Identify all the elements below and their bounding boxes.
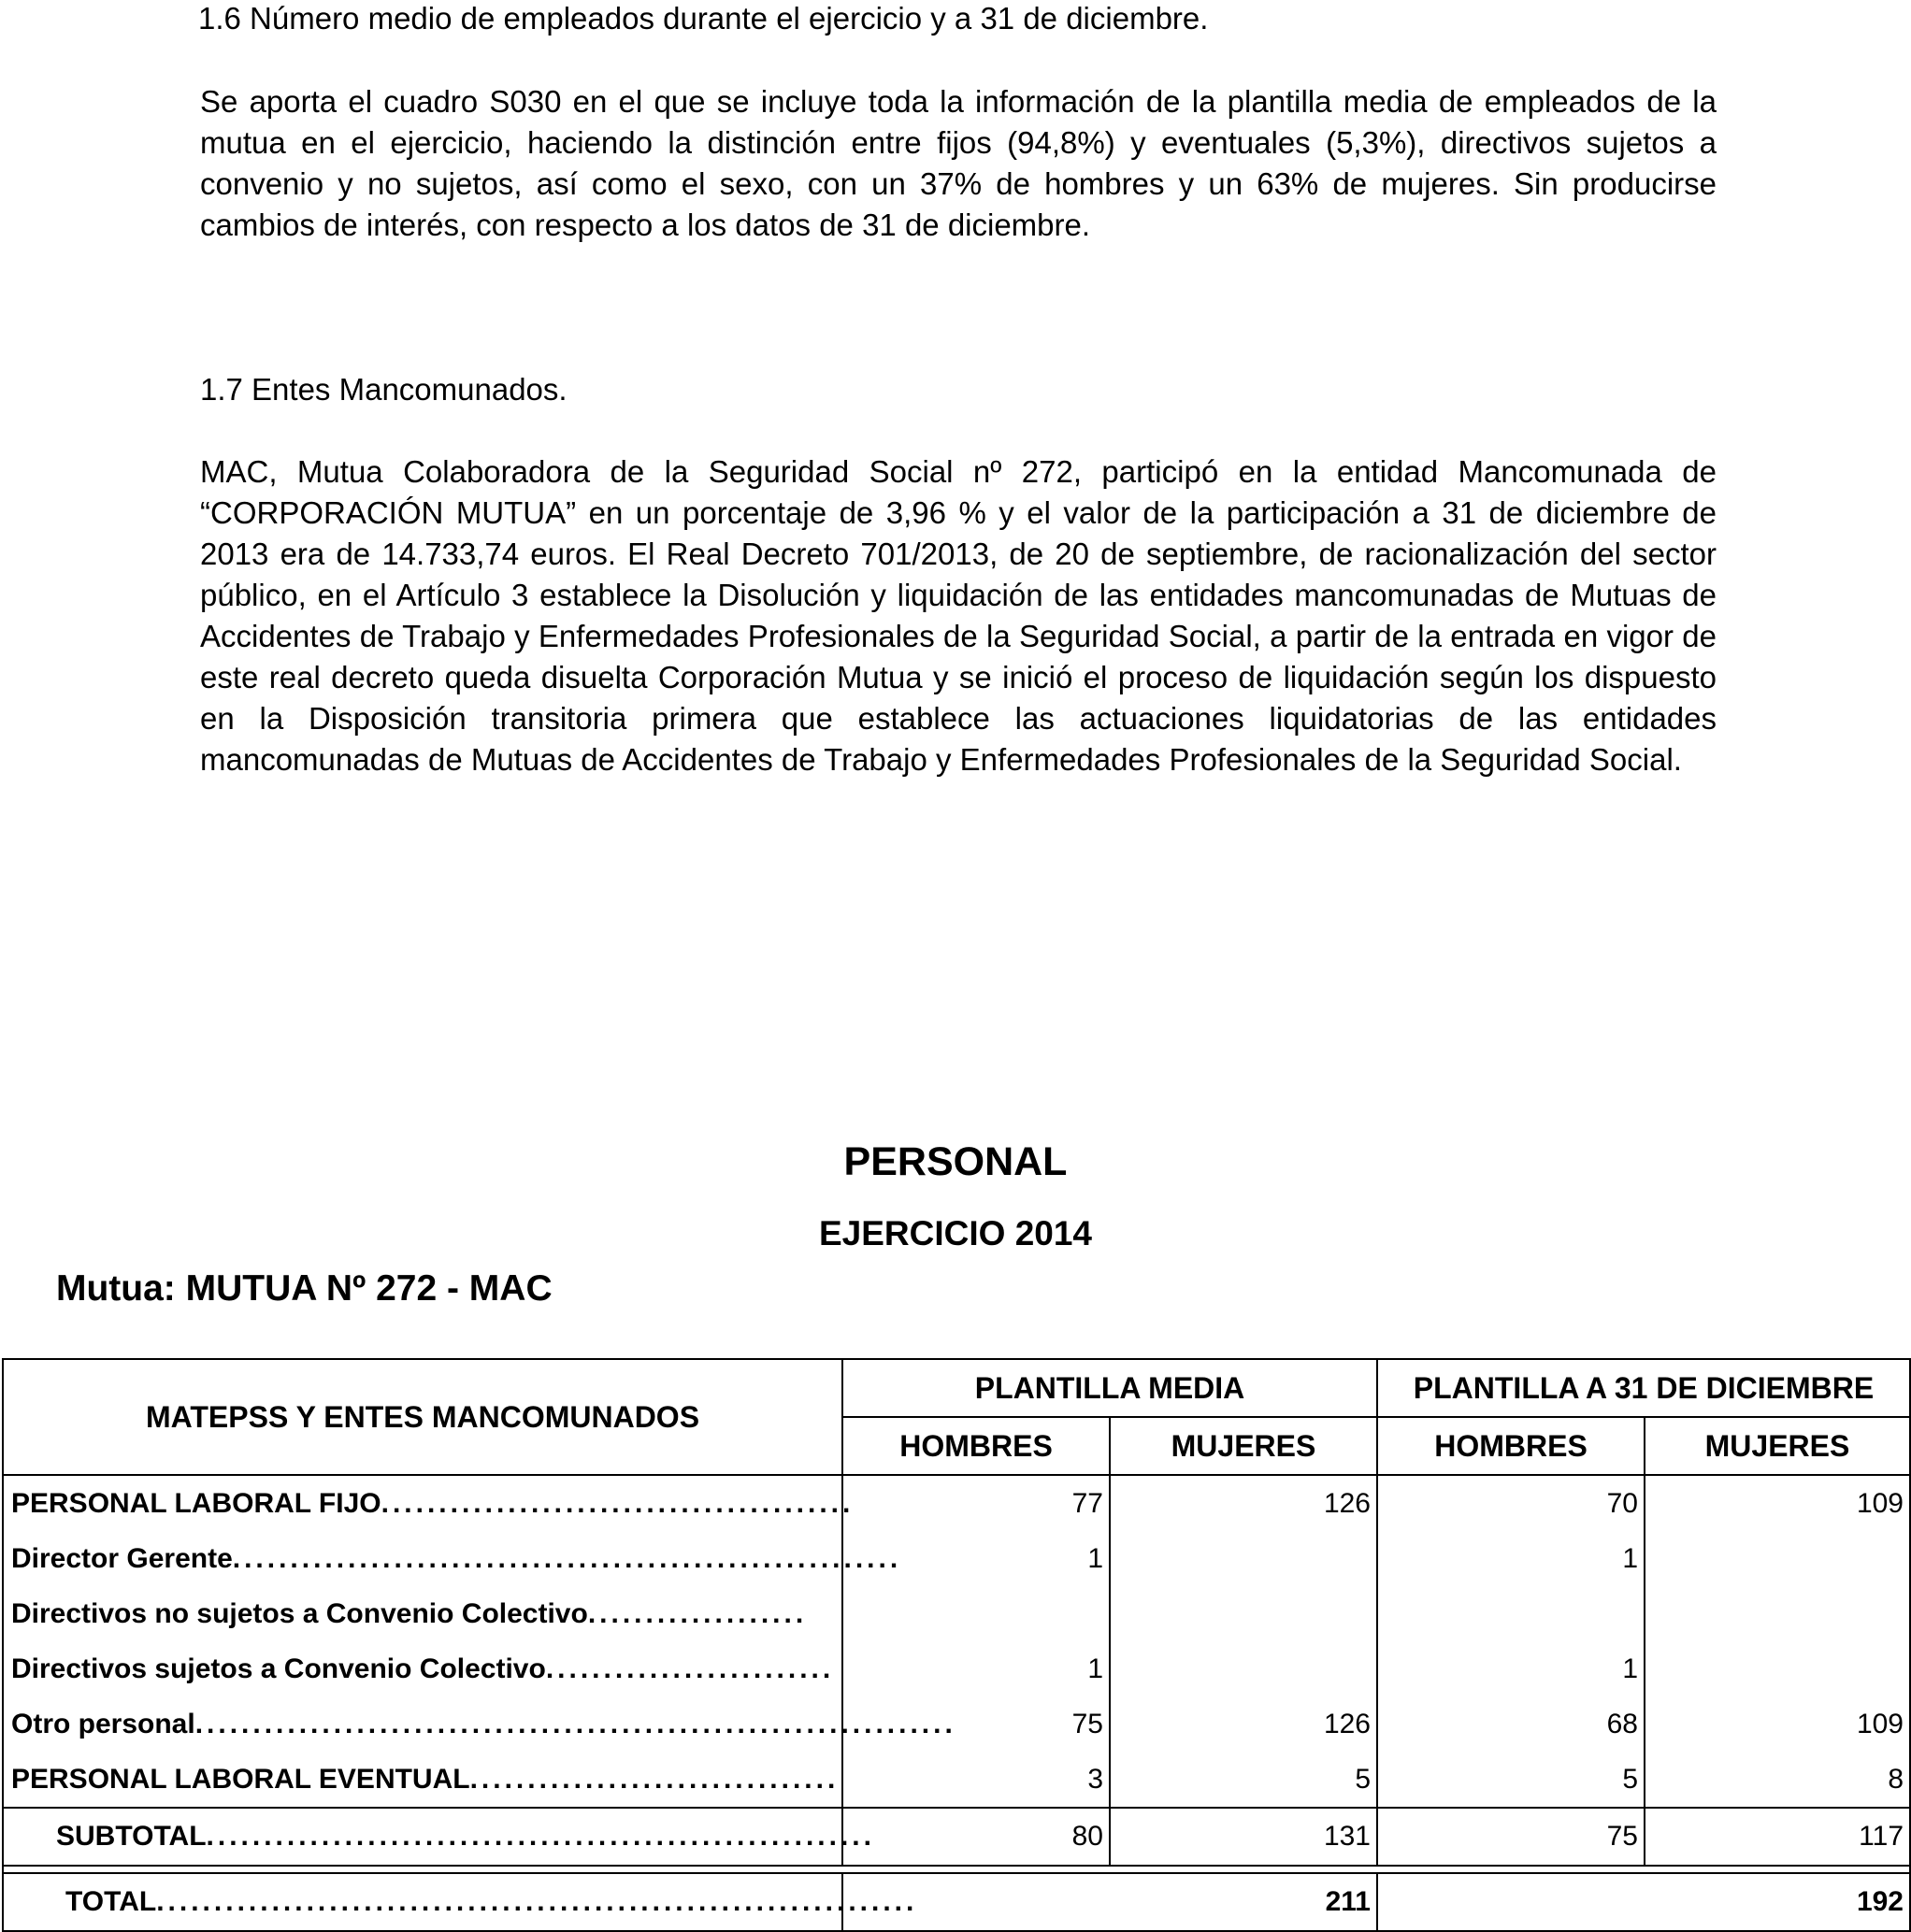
cell-pd-hombres: 68	[1377, 1696, 1645, 1752]
cell-pm-mujeres	[1110, 1586, 1377, 1641]
row-label: Directivos no sujetos a Convenio Colectivo...................	[3, 1586, 842, 1641]
cell-pm-hombres: 1	[842, 1641, 1110, 1696]
cell-pd-mujeres	[1645, 1586, 1910, 1641]
section-1-7-heading: 1.7 Entes Mancomunados.	[200, 372, 568, 407]
header-plantilla-diciembre: PLANTILLA A 31 DE DICIEMBRE	[1377, 1359, 1910, 1417]
cell-pm-mujeres	[1110, 1531, 1377, 1586]
subtotal-row	[3, 1808, 1910, 1866]
table-row	[3, 1696, 1910, 1752]
cell-pd-hombres: 1	[1377, 1531, 1645, 1586]
subtotal-pd-hombres: 75	[1377, 1808, 1645, 1866]
row-label: PERSONAL LABORAL EVENTUAL................................	[3, 1752, 842, 1808]
row-label: Otro personal..................................................................	[3, 1696, 842, 1752]
cell-pm-mujeres: 126	[1110, 1475, 1377, 1531]
cell-pd-mujeres	[1645, 1641, 1910, 1696]
cell-pm-hombres: 75	[842, 1696, 1110, 1752]
cell-pm-mujeres: 5	[1110, 1752, 1377, 1808]
mutua-label: Mutua: MUTUA Nº 272 - MAC	[56, 1268, 553, 1309]
cell-pd-mujeres	[1645, 1531, 1910, 1586]
cell-pm-hombres: 1	[842, 1531, 1110, 1586]
header-pd-mujeres: MUJERES	[1645, 1417, 1910, 1475]
subtotal-label: SUBTOTAL..........................................................	[3, 1808, 842, 1866]
cell-pm-mujeres: 126	[1110, 1696, 1377, 1752]
cell-pd-hombres: 1	[1377, 1641, 1645, 1696]
total-plantilla-diciembre: 192	[1377, 1873, 1910, 1931]
personal-table	[2, 1358, 1911, 1932]
cell-pd-mujeres: 109	[1645, 1475, 1910, 1531]
header-plantilla-media: PLANTILLA MEDIA	[842, 1359, 1377, 1417]
table-row	[3, 1586, 1910, 1641]
cell-pm-mujeres	[1110, 1641, 1377, 1696]
subtotal-pm-hombres: 80	[842, 1808, 1110, 1866]
header-pm-mujeres: MUJERES	[1110, 1417, 1377, 1475]
subtotal-pd-mujeres: 117	[1645, 1808, 1910, 1866]
section-1-7-paragraph: MAC, Mutua Colaboradora de la Seguridad Social nº 272, participó en la entidad Mancomunada de “CORPORACIÓN MUTUA” en un porcentaje de 3,96 % y el valor de la participación a 31 de diciembre de 2013 era de 14.733,74 euros. El Real Decreto 701/2013, de 20 de septiembre, de racionalización del sector público, en el Artículo 3 establece la Disolución y liquidación de las entidades mancomunadas de Mutuas de Accidentes de Trabajo y Enfermedades Profesionales de la Seguridad Social, a partir de la entrada en vigor de este real decreto queda disuelta Corporación Mutua y se inició el proceso de liquidación según los dispuesto en la Disposición transitoria primera que establece las actuaciones liquidatorias de las entidades mancomunadas de Mutuas de Accidentes de Trabajo y Enfermedades Profesionales de la Seguridad Social.	[200, 454, 1717, 777]
header-entity-label: MATEPSS Y ENTES MANCOMUNADOS	[3, 1359, 842, 1475]
table-row	[3, 1641, 1910, 1696]
row-label: Directivos sujetos a Convenio Colectivo.........................	[3, 1641, 842, 1696]
cell-pm-hombres: 77	[842, 1475, 1110, 1531]
personal-title: PERSONAL	[843, 1139, 1068, 1184]
total-plantilla-media: 211	[842, 1873, 1377, 1931]
personal-subtitle: EJERCICIO 2014	[818, 1214, 1093, 1252]
table-row	[3, 1475, 1910, 1531]
cell-pd-hombres	[1377, 1586, 1645, 1641]
row-label: PERSONAL LABORAL FIJO.........................................	[3, 1475, 842, 1531]
table-row	[3, 1752, 1910, 1808]
cell-pd-hombres: 5	[1377, 1752, 1645, 1808]
total-row	[3, 1873, 1910, 1931]
cell-pd-mujeres: 109	[1645, 1696, 1910, 1752]
cell-pd-mujeres: 8	[1645, 1752, 1910, 1808]
header-pm-hombres: HOMBRES	[842, 1417, 1110, 1475]
subtotal-pm-mujeres: 131	[1110, 1808, 1377, 1866]
section-1-6-heading: 1.6 Número medio de empleados durante el ejercicio y a 31 de diciembre.	[198, 1, 1209, 36]
total-label: TOTAL..................................................................	[3, 1873, 842, 1931]
header-pd-hombres: HOMBRES	[1377, 1417, 1645, 1475]
section-1-6-paragraph: Se aporta el cuadro S030 en el que se incluye toda la información de la plantilla media de empleados de la mutua en el ejercicio, haciendo la distinción entre fijos (94,8%) y eventuales (5,3%), directivos sujetos a convenio y no sujetos, así como el sexo, con un 37% de hombres y un 63% de mujeres. Sin producirse cambios de interés, con respecto a los datos de 31 de diciembre.	[200, 84, 1717, 242]
cell-pd-hombres: 70	[1377, 1475, 1645, 1531]
cell-pm-hombres	[842, 1586, 1110, 1641]
table-row	[3, 1531, 1910, 1586]
cell-pm-hombres: 3	[842, 1752, 1110, 1808]
row-label: Director Gerente..........................................................	[3, 1531, 842, 1586]
